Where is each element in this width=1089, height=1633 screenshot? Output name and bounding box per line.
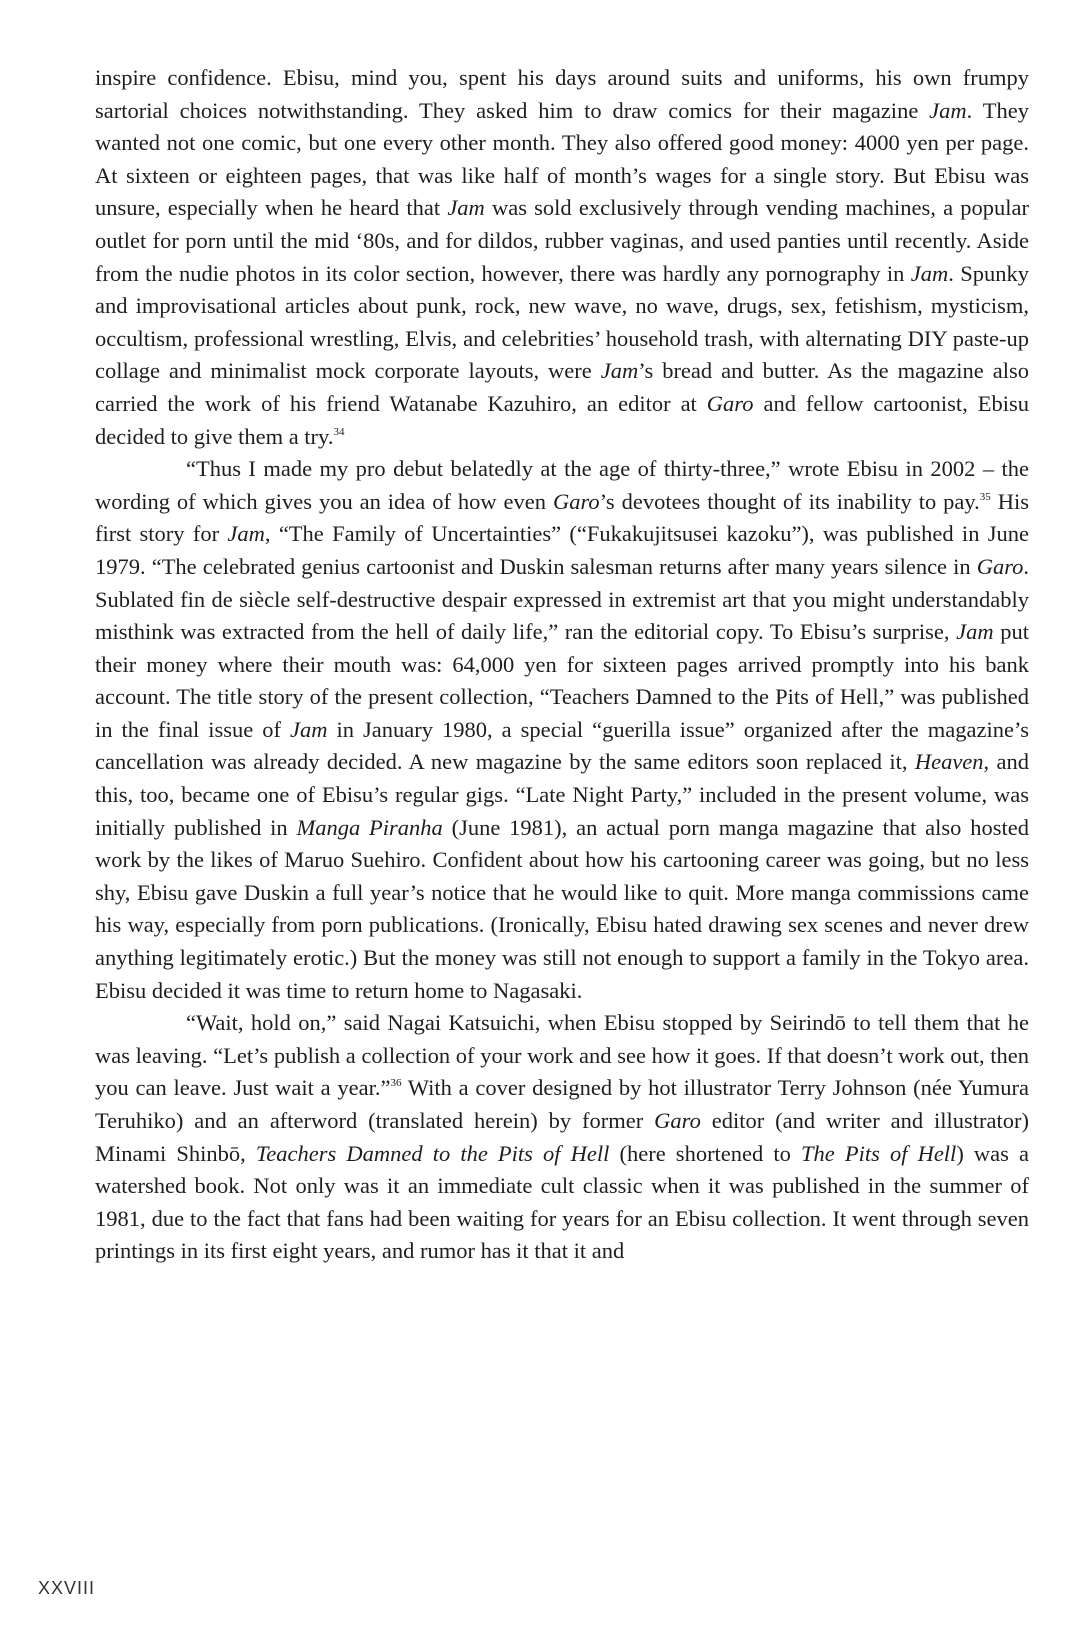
text-run: was sold exclusively through vending machines, a popular outlet for porn until the mid ‘80s, and for dildos, rubber vaginas, and used panties until recently. Aside from the nudie photos in its color section, however, there was hardly any pornography in bbox=[95, 195, 1029, 286]
text-run: ’s devotees thought of its inability to pay. bbox=[599, 488, 980, 514]
text-run: With a cover designed by hot illustrator Terry Johnson (née Yumura Teruhiko) and an afterword (translated herein) by former bbox=[95, 1075, 1029, 1133]
footnote-ref: 35 bbox=[979, 490, 991, 503]
italic-title: Heaven bbox=[914, 749, 984, 775]
text-run: editor (and writer and illustrator) Minami Shinbō, bbox=[95, 1108, 1029, 1166]
text-run: ’s bread and butter. As the magazine also carried the work of his friend Watanabe Kazuhiro, an editor at bbox=[95, 358, 1029, 416]
italic-title: Teachers Damned to the Pits of Hell bbox=[255, 1140, 610, 1166]
text-run: “Wait, hold on,” said Nagai Katsuichi, when Ebisu stopped by Seirindō to tell them that he was leaving. “Let’s publish a collection of your work and see how it goes. If that doesn’t work out, then you can leave. Just wait a year.” bbox=[95, 1010, 1029, 1101]
italic-title: Jam bbox=[227, 521, 265, 547]
italic-title: Jam bbox=[910, 260, 949, 286]
text-run: inspire confidence. Ebisu, mind you, spent his days around suits and uniforms, his own frumpy sartorial choices notwithstanding. They asked him to draw comics for their magazine bbox=[95, 65, 1029, 123]
footnote-ref: 36 bbox=[390, 1077, 402, 1090]
footnote-ref: 34 bbox=[333, 425, 345, 438]
italic-title: Jam bbox=[600, 358, 639, 384]
italic-title: Garo bbox=[976, 553, 1024, 579]
text-run: “Thus I made my pro debut belatedly at the age of thirty-three,” wrote Ebisu in 2002 – the wording of which gives you an idea of how even bbox=[95, 456, 1029, 514]
text-run: (here shortened to bbox=[609, 1140, 801, 1166]
text-run: , “The Family of Uncertainties” (“Fukakujitsusei kazoku”), was published in June 1979. “The celebrated genius cartoonist and Duskin salesman returns after many years silence in bbox=[95, 521, 1029, 579]
italic-title: Garo bbox=[654, 1108, 701, 1133]
text-run: and fellow cartoonist, Ebisu decided to give them a try. bbox=[95, 390, 1029, 449]
paragraph bbox=[95, 62, 1029, 453]
text-run: in January 1980, a special “guerilla issue” organized after the magazine’s cancellation was already decided. A new magazine by the same editors soon replaced it, bbox=[95, 716, 1029, 775]
text-run: His first story for bbox=[95, 488, 1029, 547]
text-run: (June 1981), an actual porn manga magazine that also hosted work by the likes of Maruo Suehiro. Confident about how his cartooning career was going, but no less shy, Ebisu gave Duskin a full year’s notice that he would like to quit. More manga commissions came his way, especially from porn publications. (Ironically, Ebisu hated drawing sex scenes and never drew anything legitimately erotic.) But the money was still not enough to support a family in the Tokyo area. Ebisu decided it was time to return home to Nagasaki. bbox=[95, 814, 1029, 1003]
italic-title: Jam bbox=[929, 97, 967, 123]
paragraph bbox=[95, 453, 1029, 1007]
body-text bbox=[95, 62, 1029, 1268]
italic-title: Manga Piranha bbox=[296, 814, 443, 840]
italic-title: Garo bbox=[706, 390, 754, 416]
text-run: , and this, too, became one of Ebisu’s regular gigs. “Late Night Party,” included in the present volume, was initially published in bbox=[95, 749, 1029, 840]
text-run: . Sublated fin de siècle self-destructive despair expressed in extremist art that you might understandably misthink was extracted from the hell of daily life,” ran the editorial copy. To Ebisu’s surprise, bbox=[95, 553, 1029, 645]
italic-title: Jam bbox=[447, 195, 485, 221]
italic-title: Garo bbox=[552, 488, 600, 514]
text-run: . They wanted not one comic, but one every other month. They also offered good money: 4000 yen per page. At sixteen or eighteen pages, that was like half of month’s wages for a single story. But Ebisu was unsure, especially when he heard that bbox=[95, 97, 1029, 221]
text-run: put their money where their mouth was: 64,000 yen for sixteen pages arrived promptly into his bank account. The title story of the present collection, “Teachers Damned to the Pits of Hell,” was published in the final issue of bbox=[95, 619, 1029, 742]
italic-title: The Pits of Hell bbox=[801, 1140, 957, 1166]
italic-title: Jam bbox=[956, 619, 994, 645]
page-number: XXVIII bbox=[38, 1578, 96, 1598]
paragraph bbox=[95, 1007, 1029, 1268]
italic-title: Jam bbox=[290, 716, 328, 742]
text-run: ) was a watershed book. Not only was it an immediate cult classic when it was published in the summer of 1981, due to the fact that fans had been waiting for years for an Ebisu collection. It went through seven printings in its first eight years, and rumor has it that it and bbox=[95, 1140, 1029, 1264]
text-run: . Spunky and improvisational articles about punk, rock, new wave, no wave, drugs, sex, fetishism, mysticism, occultism, professional wrestling, Elvis, and celebrities’ household trash, with alternating DIY paste-up collage and minimalist mock corporate layouts, were bbox=[95, 260, 1030, 384]
